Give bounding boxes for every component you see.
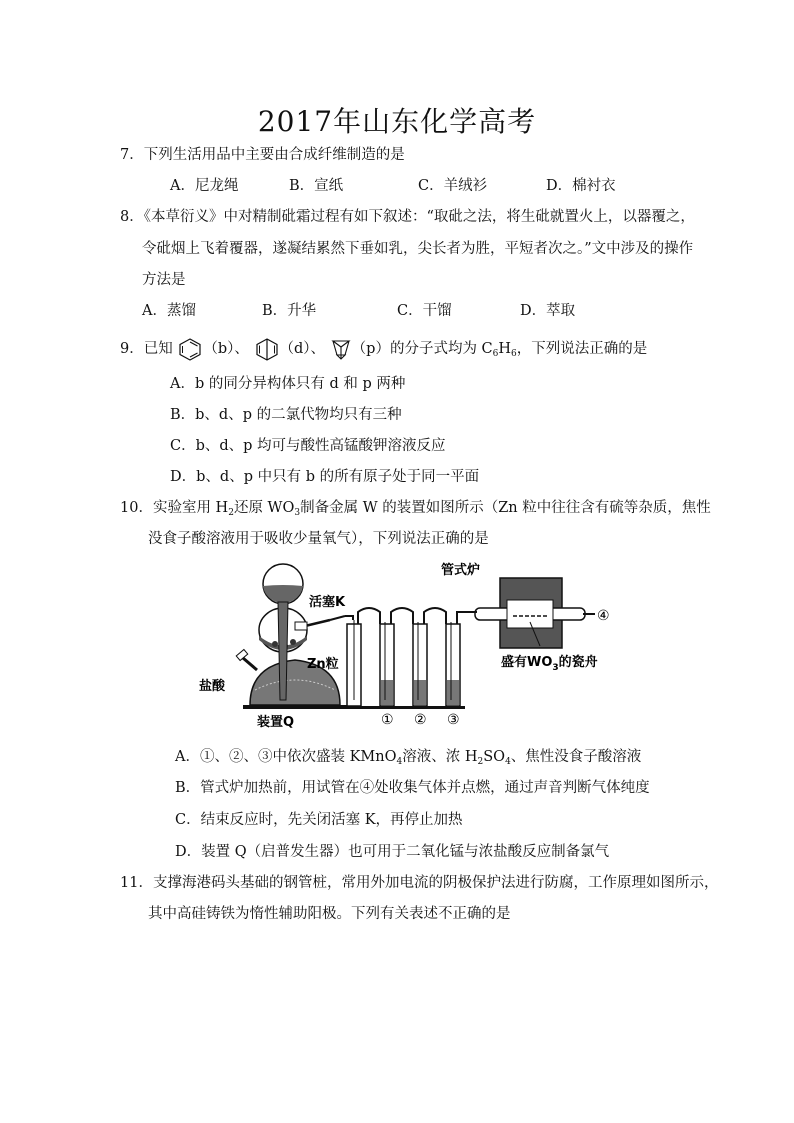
q10-optA-d: 、焦性没食子酸溶液 <box>510 749 642 765</box>
label-acid: 盐酸 <box>199 679 226 694</box>
q10-option-b: B．管式炉加热前，用试管在④处收集气体并点燃，通过声音判断气体纯度 <box>175 780 650 796</box>
q10-l1c: 制备金属 W 的装置如图所示（Zn 粒中往往含有硫等杂质，焦性 <box>300 500 711 516</box>
q8-line2: 令砒烟上飞着覆器，遂凝结累然下垂如乳，尖长者为胜，平短者次之。”文中涉及的操作 <box>142 241 694 257</box>
tube-furnace <box>465 578 595 648</box>
q7-stem: 7．下列生活用品中主要由合成纤维制造的是 <box>120 147 405 163</box>
q9-p-label: （p） <box>351 341 390 357</box>
q8-line1: 8．《本草衍义》中对精制砒霜过程有如下叙述：“取砒之法，将生砒就置火上，以器覆之， <box>120 209 695 225</box>
prismane-icon <box>330 337 352 361</box>
q10-optA-sub3: 4 <box>505 757 511 767</box>
q10-l1a: 10．实验室用 H <box>120 500 229 516</box>
q8-option-b: B．升华 <box>262 303 317 319</box>
label-zn: Zn粒 <box>307 657 339 672</box>
q10-optA-b: 溶液、浓 H <box>402 749 478 765</box>
q9-option-c: C．b、d、p 均可与酸性高锰酸钾溶液反应 <box>170 438 446 454</box>
wash-bottles <box>345 608 485 709</box>
q8-line3: 方法是 <box>142 272 186 288</box>
q11-line1: 11．支撑海港码头基础的钢管桩，常用外加电流的阴极保护法进行防腐，工作原理如图所示， <box>120 875 719 891</box>
q10-optA-sub2: 2 <box>477 757 484 767</box>
q7-option-d: D．棉衬衣 <box>546 178 616 194</box>
q9-sub2: 6 <box>511 349 517 359</box>
label-outlet-4: ④ <box>597 608 610 624</box>
q10-optA-sub1: 4 <box>396 757 403 767</box>
q9-sub1: 6 <box>492 349 499 359</box>
q9-option-d: D．b、d、p 中只有 b 的所有原子处于同一平面 <box>170 469 480 485</box>
q10-l1sub2: 3 <box>294 508 301 518</box>
q10-l1sub1: 2 <box>228 508 234 518</box>
q10-optA-c: SO <box>483 749 506 765</box>
q10-option-a <box>175 748 641 766</box>
q11-line2: 其中高硅铸铁为惰性辅助阳极。下列有关表述不正确的是 <box>148 906 511 922</box>
q10-option-d: D．装置 Q（启普发生器）也可用于二氧化锰与浓盐酸反应制备氯气 <box>175 844 610 860</box>
q10-line1 <box>120 499 711 517</box>
label-bottle-1: ① <box>381 712 394 728</box>
q7-option-b: B．宣纸 <box>289 178 344 194</box>
label-boat: 盛有$WO_3$的瓷舟 <box>501 655 598 673</box>
q9-stem <box>120 337 647 361</box>
label-device-q: 装置Q <box>257 715 295 730</box>
q8-option-d: D．萃取 <box>520 303 576 319</box>
label-bottle-2: ② <box>414 712 427 728</box>
q7-option-c: C．羊绒衫 <box>418 178 488 194</box>
q8-option-c: C．干馏 <box>397 303 452 319</box>
q7-option-a: A．尼龙绳 <box>170 178 239 194</box>
q9-formula-pre: 的分子式均为 C <box>389 341 493 357</box>
label-valve: 活塞K <box>309 595 346 610</box>
q10-line2: 没食子酸溶液用于吸收少量氧气），下列说法正确的是 <box>148 531 489 547</box>
q9-formula-h: H <box>498 341 512 357</box>
dewar-benzene-icon <box>254 337 280 361</box>
label-bottle-3: ③ <box>447 712 460 728</box>
q9-pre: 9．已知 <box>120 341 173 357</box>
page-title: 2017年山东化学高考 <box>257 105 537 138</box>
apparatus-figure <box>195 560 615 732</box>
q9-b-label: （b）、 <box>203 341 249 357</box>
q9-d-label: （d）、 <box>279 341 326 357</box>
kipp-generator <box>236 564 355 709</box>
q10-optA-a: A．①、②、③中依次盛装 KMnO <box>175 749 397 765</box>
q9-option-a: A．b 的同分异构体只有 d 和 p 两种 <box>170 376 406 392</box>
q8-option-a: A．蒸馏 <box>142 303 196 319</box>
q10-option-c: C．结束反应时，先关闭活塞 K，再停止加热 <box>175 812 463 828</box>
label-furnace: 管式炉 <box>441 563 481 578</box>
q9-post: ，下列说法正确的是 <box>516 341 648 357</box>
q10-l1b: 还原 WO <box>233 500 295 516</box>
benzene-structure-icon <box>177 337 203 361</box>
q9-option-b: B．b、d、p 的二氯代物均只有三种 <box>170 407 402 423</box>
